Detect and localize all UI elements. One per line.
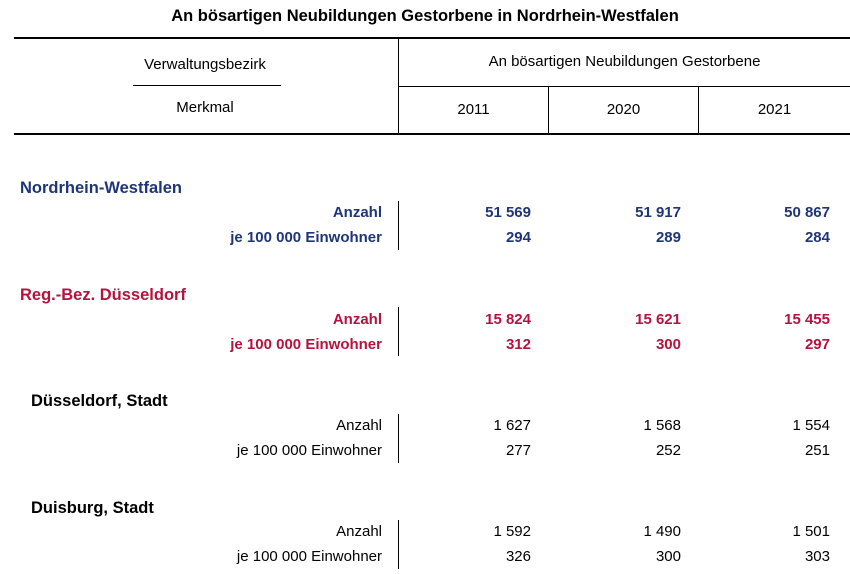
header-verwaltungsbezirk: Verwaltungsbezirk xyxy=(144,56,266,73)
header-group-label: An bösartigen Neubildungen Gestorbene xyxy=(488,53,761,70)
header-year-2011: 2011 xyxy=(457,101,490,118)
row-label-anzahl: Anzahl xyxy=(332,311,382,328)
row-label-je-100000: je 100 000 Einwohner xyxy=(236,548,382,565)
row-label-anzahl: Anzahl xyxy=(332,204,382,221)
region-reg-bez-duesseldorf: Reg.-Bez. Düsseldorf xyxy=(20,286,186,304)
row-label-je-100000: je 100 000 Einwohner xyxy=(236,442,382,459)
row-label-anzahl: Anzahl xyxy=(336,417,382,434)
cell-value: 15 621 xyxy=(635,311,681,328)
cell-value: 1 501 xyxy=(792,523,830,540)
cell-value: 300 xyxy=(655,336,681,353)
cell-value: 312 xyxy=(505,336,531,353)
row-label-anzahl: Anzahl xyxy=(336,523,382,540)
header-top-rule xyxy=(14,37,850,39)
cell-value: 303 xyxy=(804,548,830,565)
cell-value: 1 627 xyxy=(493,417,531,434)
row-divider xyxy=(398,414,399,463)
cell-value: 297 xyxy=(804,336,830,353)
region-nordrhein-westfalen: Nordrhein-Westfalen xyxy=(20,179,182,197)
cell-value: 51 569 xyxy=(485,204,531,221)
cell-value: 15 455 xyxy=(784,311,830,328)
header-year-2021: 2021 xyxy=(757,101,792,118)
row-divider xyxy=(398,307,399,356)
header-merkmal: Merkmal xyxy=(176,99,234,116)
row-divider xyxy=(398,201,399,250)
cell-value: 50 867 xyxy=(784,204,830,221)
header-bottom-rule xyxy=(14,133,850,135)
cell-value: 1 592 xyxy=(493,523,531,540)
header-year-rule xyxy=(399,86,850,87)
cell-value: 326 xyxy=(505,548,531,565)
cell-value: 300 xyxy=(655,548,681,565)
cell-value: 1 490 xyxy=(643,523,681,540)
region-duisburg-stadt: Duisburg, Stadt xyxy=(31,499,154,517)
cell-value: 252 xyxy=(655,442,681,459)
row-label-je-100000: je 100 000 Einwohner xyxy=(230,229,382,246)
row-divider xyxy=(398,520,399,569)
header-year-2020: 2020 xyxy=(606,101,641,118)
row-label-je-100000: je 100 000 Einwohner xyxy=(230,336,382,353)
table-title: An bösartigen Neubildungen Gestorbene in Nordrhein-Westfalen xyxy=(171,7,679,25)
header-stub-rule xyxy=(133,85,281,86)
cell-value: 277 xyxy=(505,442,531,459)
cell-value: 289 xyxy=(655,229,681,246)
cell-value: 294 xyxy=(505,229,531,246)
region-duesseldorf-stadt: Düsseldorf, Stadt xyxy=(31,392,168,410)
cell-value: 15 824 xyxy=(485,311,531,328)
cell-value: 1 568 xyxy=(643,417,681,434)
cell-value: 1 554 xyxy=(792,417,830,434)
cell-value: 284 xyxy=(804,229,830,246)
cell-value: 51 917 xyxy=(635,204,681,221)
cell-value: 251 xyxy=(804,442,830,459)
